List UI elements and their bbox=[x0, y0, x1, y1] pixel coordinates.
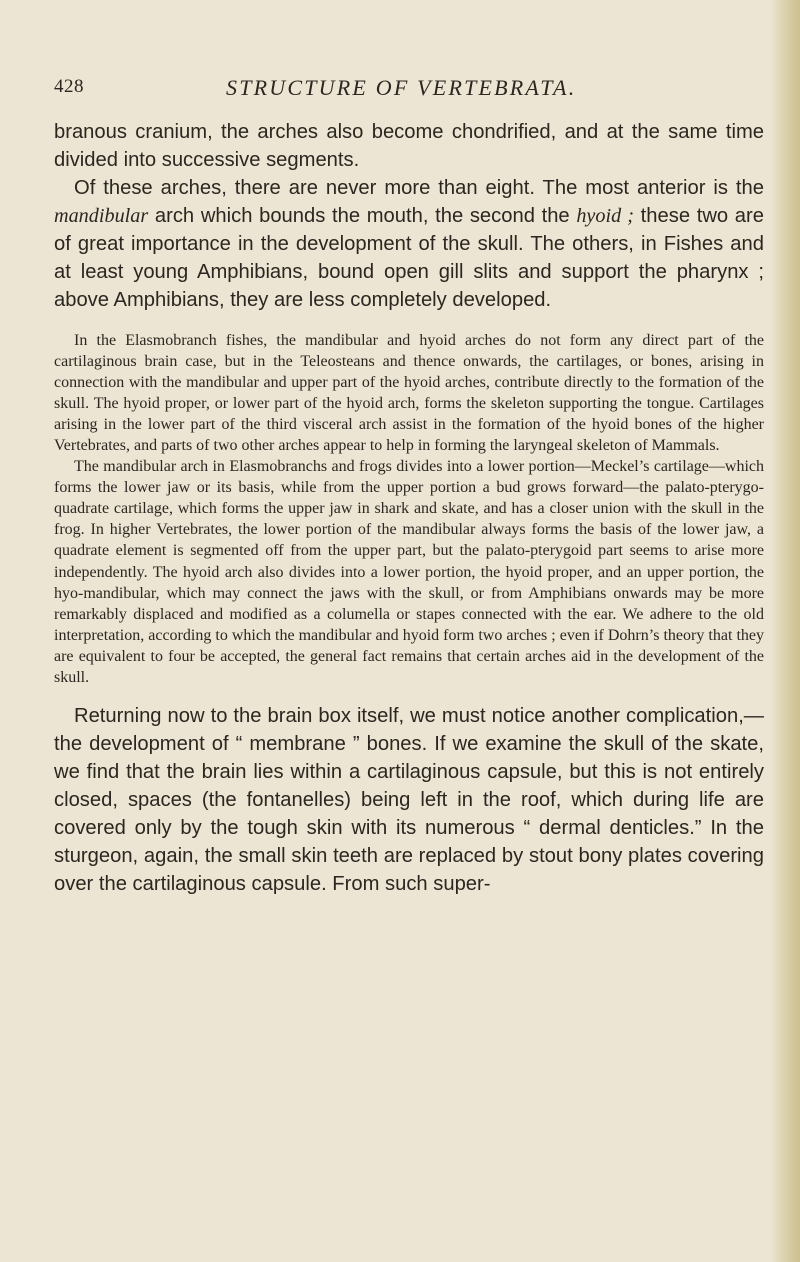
text-run: arch which bounds the mouth, the second the bbox=[148, 205, 577, 227]
paragraph-brain-box: Returning now to the brain box itself, we must notice another complication,—the development of “ membrane ” bones. If we examine the skull of the skate, we find that the brain lies within a cartilaginous capsule, but this is not entirely closed, spaces (the fontanelles) being left in the roof, which during life are covered only by the tough skin with its numerous “ dermal denticles.” In the sturgeon, again, the small skin teeth are replaced by stout bony plates covering over the cartilaginous capsule. From such super- bbox=[54, 704, 764, 895]
running-head: STRUCTURE OF VERTEBRATA. bbox=[226, 75, 577, 100]
text-run: these two are of great importance in the development of the skull. The others, in Fishes and at least young Amphibians, bound open gill slits and support the pharynx ; above Amphibians, they are less completely developed. bbox=[54, 205, 764, 311]
page-body bbox=[54, 118, 764, 898]
page-number: 428 bbox=[54, 76, 84, 97]
italic-term-mandibular: mandibular bbox=[54, 205, 149, 227]
page-header bbox=[54, 72, 764, 106]
paragraph-continuation: branous cranium, the arches also become chondrified, and at the same time divided into successive segments. bbox=[54, 121, 764, 171]
paragraph-elasmobranch: In the Elasmobranch fishes, the mandibular and hyoid arches do not form any direct part of the cartilaginous brain case, but in the Teleosteans and thence onwards, the cartilages, or bones, arising in connection with the mandibular and upper part of the hyoid arches, contribute directly to the formation of the skull. The hyoid proper, or lower part of the hyoid arch, forms the skeleton supporting the tongue. Cartilages arising in the lower part of the third visceral arch assist in the formation of the hyoid bones of the higher Vertebrates, and parts of two other arches appear to help in forming the laryngeal skeleton of Mammals. bbox=[54, 332, 764, 455]
paragraph-arches bbox=[54, 174, 764, 314]
text-run: Of these arches, there are never more than eight. The most anterior is the bbox=[74, 177, 764, 199]
italic-term-hyoid: hyoid ; bbox=[576, 205, 635, 227]
paragraph-mandibular-arch: The mandibular arch in Elasmobranchs and frogs divides into a lower portion—Meckel’s cartilage—which forms the lower jaw or its basis, while from the upper portion a bud grows forward—the palato-pterygoquadrate cartilage, which forms the upper jaw in shark and skate, and has a closer union with the skull in the frog. In higher Vertebrates, the lower portion of the mandibular always forms the basis of the lower jaw, a quadrate element is segmented off from the upper part, but the palato-pterygoid part seems to arise more independently. The hyoid arch also divides into a lower portion, the hyoid proper, and an upper portion, the hyo-mandibular, which may connect the jaws with the skull, or from Amphibians onwards may be more remarkably displaced and modified as a columella or stapes connected with the ear. We adhere to the old interpretation, according to which the mandibular and hyoid form two arches ; even if Dohrn’s theory that they are equivalent to four be accepted, the general fact remains that certain arches aid in the development of the skull. bbox=[54, 458, 764, 686]
page-edge-shadow bbox=[770, 0, 800, 1262]
